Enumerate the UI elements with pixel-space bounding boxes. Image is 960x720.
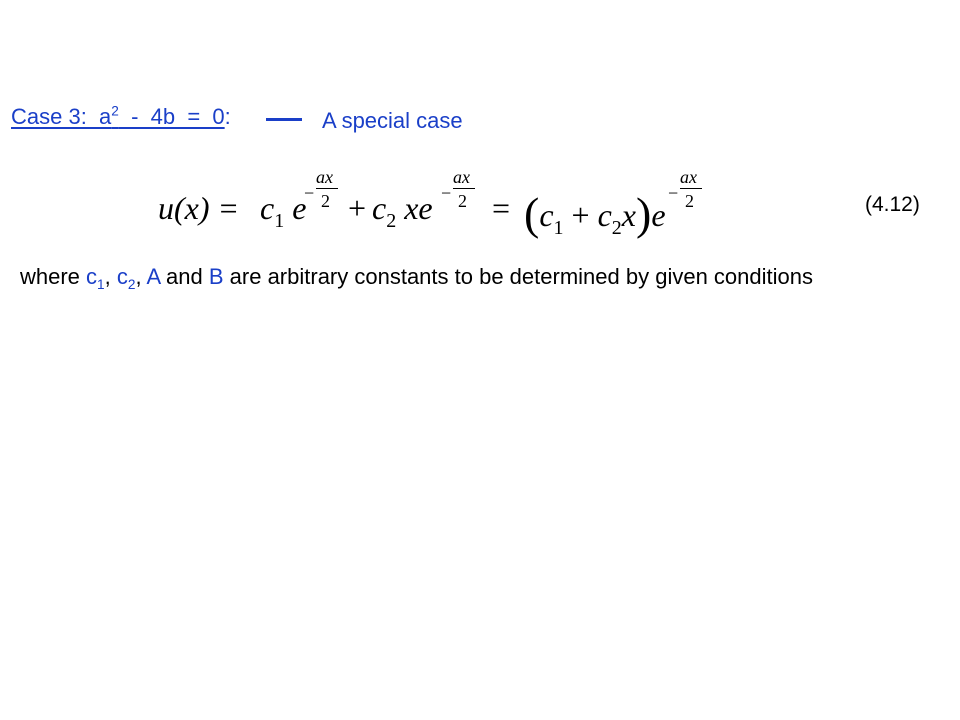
equals-sign: = [492,190,511,226]
footnote: where $c_1$, $c_2$, A and B are arbitrary constants to be determined by given conditions [20,264,813,292]
term2: $c_2$ xe [372,190,433,232]
constant-B: B [208,264,224,289]
plus-sign: + [348,190,367,226]
term1: $c_1$ e [260,190,307,232]
case-colon: : [224,104,231,129]
dash-rule [266,118,302,121]
special-case-label: A special case [322,108,463,133]
constant-c1: $c_1$ [86,264,105,292]
case-condition [11,104,225,129]
factored-term: $(c_1 + c_2x)e$ [524,188,666,239]
footnote-prefix: where [20,264,87,289]
constant-c2: $c_2$ [116,264,136,292]
equation-number: (4.12) [865,193,920,216]
footnote-suffix: are arbitrary constants to be determined by given conditions [223,264,813,289]
case-exponent: 2 [111,103,119,119]
case-heading [11,104,231,130]
constant-A: A [146,264,160,289]
equation-lhs: u(x) = [158,190,240,226]
case-label: Case 3: a [11,104,112,129]
equation-4-12: u(x) = $c_1$ e − ax 2 + $c_2$ xe − ax 2 = $(c_1 + c_2x)e$ − ax 2 [158,162,718,242]
case-rest: - 4b = 0 [118,104,225,129]
